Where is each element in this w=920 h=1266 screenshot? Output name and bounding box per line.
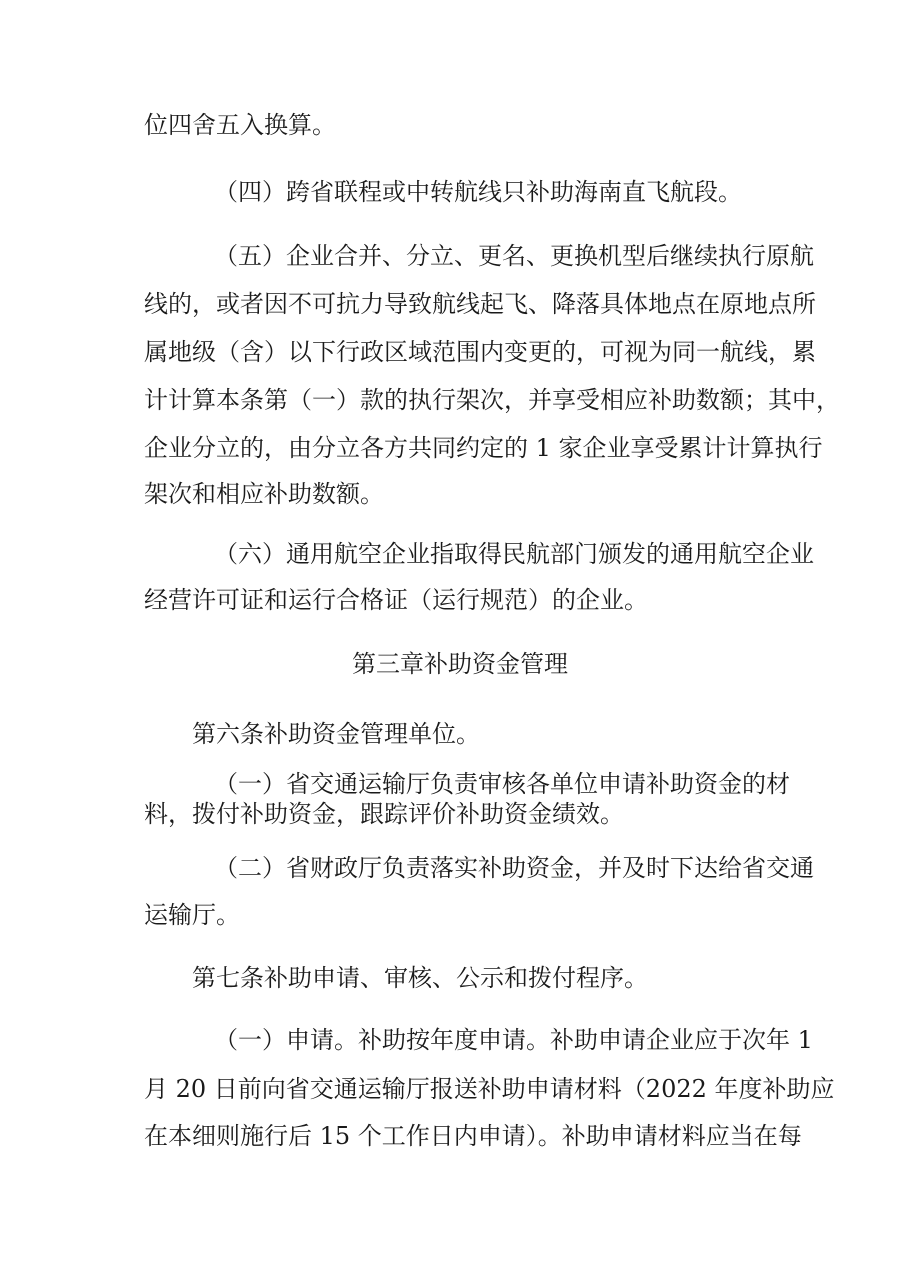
- paragraph-line: 在本细则施行后 15 个工作日内申请）。补助申请材料应当在每: [144, 1122, 802, 1150]
- paragraph-line: （一）省交通运输厅负责审核各单位申请补助资金的材: [214, 770, 790, 798]
- paragraph-line: 架次和相应补助数额。: [144, 480, 384, 508]
- paragraph-line: 线的，或者因不可抗力导致航线起飞、降落具体地点在原地点所: [144, 290, 816, 318]
- paragraph-line: （四）跨省联程或中转航线只补助海南直飞航段。: [214, 178, 742, 206]
- article-heading: 第七条补助申请、审核、公示和拨付程序。: [192, 964, 648, 992]
- paragraph-line: 计计算本条第（一）款的执行架次，并享受相应补助数额；其中，: [144, 386, 840, 414]
- chapter-heading: 第三章补助资金管理: [352, 650, 568, 678]
- paragraph-line: 位四舍五入换算。: [144, 111, 336, 139]
- paragraph-line: （五）企业合并、分立、更名、更换机型后继续执行原航: [214, 242, 814, 270]
- paragraph-line: 企业分立的，由分立各方共同约定的 1 家企业享受累计计算执行: [144, 434, 823, 462]
- article-heading: 第六条补助资金管理单位。: [192, 720, 480, 748]
- paragraph-line: 经营许可证和运行合格证（运行规范）的企业。: [144, 586, 648, 614]
- paragraph-line: 料，拨付补助资金，跟踪评价补助资金绩效。: [144, 800, 624, 828]
- paragraph-line: 月 20 日前向省交通运输厅报送补助申请材料（2022 年度补助应: [144, 1075, 835, 1103]
- paragraph-line: （六）通用航空企业指取得民航部门颁发的通用航空企业: [214, 540, 814, 568]
- paragraph-line: 属地级（含）以下行政区域范围内变更的，可视为同一航线，累: [144, 338, 816, 366]
- paragraph-line: （二）省财政厅负责落实补助资金，并及时下达给省交通: [214, 854, 814, 882]
- paragraph-line: （一）申请。补助按年度申请。补助申请企业应于次年 1: [214, 1026, 813, 1054]
- paragraph-line: 运输厅。: [144, 901, 240, 929]
